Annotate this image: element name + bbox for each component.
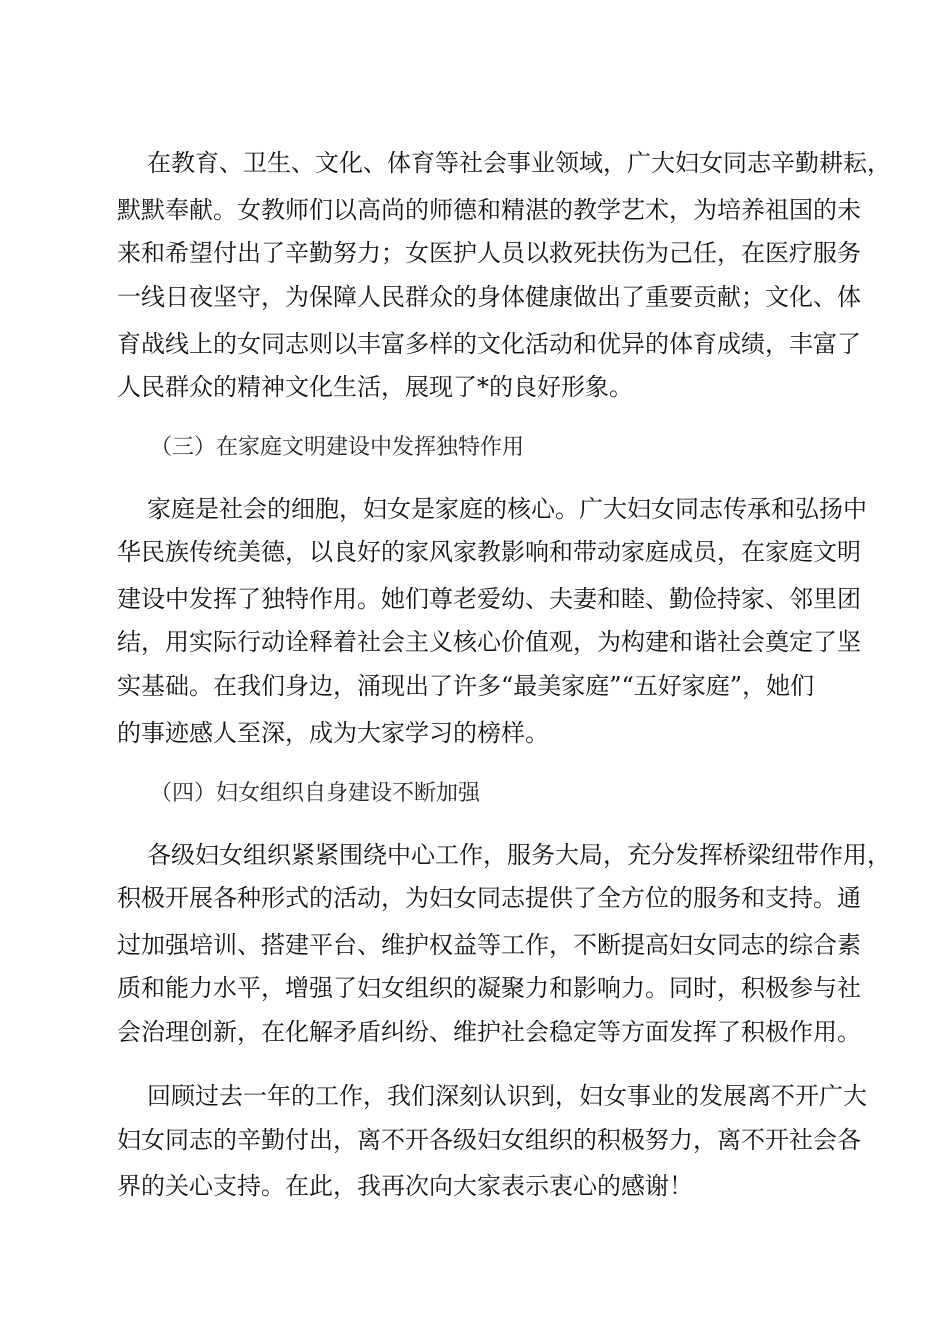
paragraph-1-line-2: 默默奉献。女教师们以高尚的师德和精湛的教学艺术，为培养祖国的未 [117, 196, 861, 224]
paragraph-4-line-1: 回顾过去一年的工作，我们深刻认识到，妇女事业的发展离不开广大 [147, 1082, 867, 1110]
paragraph-2-line-6: 的事迹感人至深，成为大家学习的榜样。 [117, 719, 549, 747]
paragraph-4-line-3: 界的关心支持。在此，我再次向大家表示衷心的感谢！ [117, 1172, 693, 1200]
section-heading-4: （四）妇女组织自身建设不断加强 [150, 781, 481, 806]
paragraph-4-line-2: 妇女同志的辛勤付出，离不开各级妇女组织的积极努力，离不开社会各 [117, 1126, 861, 1154]
paragraph-2-line-4: 结，用实际行动诠释着社会主义核心价值观，为构建和谐社会奠定了坚 [117, 628, 861, 656]
paragraph-1-line-1: 在教育、卫生、文化、体育等社会事业领域，广大妇女同志辛勤耕耘， [147, 149, 891, 177]
paragraph-3-line-1: 各级妇女组织紧紧围绕中心工作，服务大局，充分发挥桥梁纽带作用， [147, 841, 891, 869]
section-heading-3: （三）在家庭文明建设中发挥独特作用 [150, 435, 525, 460]
paragraph-2-line-5: 实基础。在我们身边，涌现出了许多“最美家庭”“五好家庭”，她们 [117, 672, 815, 700]
paragraph-1-line-4: 一线日夜坚守，为保障人民群众的身体健康做出了重要贡献；文化、体 [117, 283, 861, 311]
paragraph-2-line-2: 华民族传统美德，以良好的家风家教影响和带动家庭成员，在家庭文明 [117, 538, 861, 566]
paragraph-3-line-3: 过加强培训、搭建平台、维护权益等工作，不断提高妇女同志的综合素 [117, 931, 861, 959]
paragraph-1-line-6: 人民群众的精神文化生活，展现了*的良好形象。 [117, 373, 633, 401]
paragraph-1-line-3: 来和希望付出了辛勤努力；女医护人员以救死扶伤为己任，在医疗服务 [117, 239, 861, 267]
paragraph-3-line-4: 质和能力水平，增强了妇女组织的凝聚力和影响力。同时，积极参与社 [117, 974, 861, 1002]
paragraph-2-line-3: 建设中发挥了独特作用。她们尊老爱幼、夫妻和睦、勤俭持家、邻里团 [117, 585, 861, 613]
paragraph-3-line-5: 会治理创新，在化解矛盾纠纷、维护社会稳定等方面发挥了积极作用。 [117, 1018, 861, 1046]
paragraph-1-line-5: 育战线上的女同志则以丰富多样的文化活动和优异的体育成绩，丰富了 [117, 330, 861, 358]
paragraph-2-line-1: 家庭是社会的细胞，妇女是家庭的核心。广大妇女同志传承和弘扬中 [147, 495, 867, 523]
paragraph-3-line-2: 积极开展各种形式的活动，为妇女同志提供了全方位的服务和支持。通 [117, 884, 861, 912]
